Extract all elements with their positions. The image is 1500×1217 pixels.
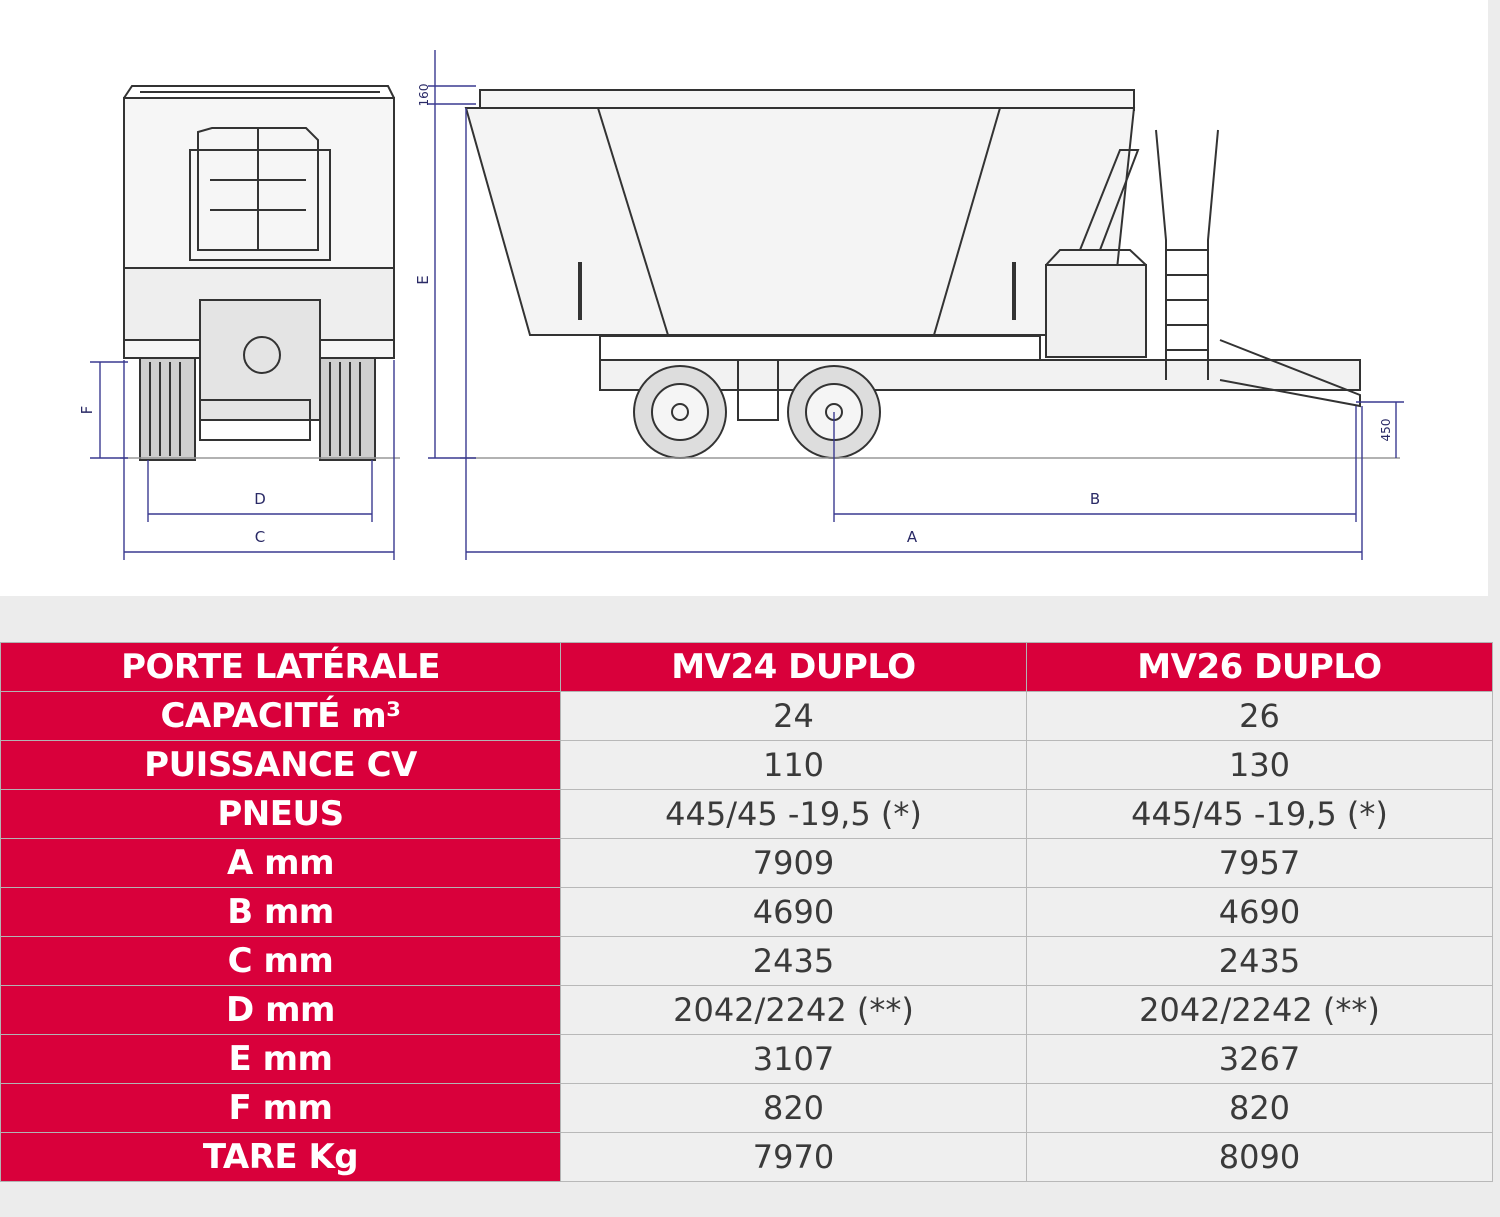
- header-mv24-duplo: MV24 DUPLO: [561, 643, 1027, 692]
- dim-label-a: A: [906, 528, 918, 546]
- cell-mv26: 8090: [1027, 1133, 1493, 1182]
- cell-mv26: 130: [1027, 741, 1493, 790]
- table-row: [1, 790, 1493, 839]
- header-mv26-duplo: MV26 DUPLO: [1027, 643, 1493, 692]
- row-label: E mm: [1, 1035, 561, 1084]
- dim-label-160: 160: [417, 83, 431, 107]
- table-row: [1, 1133, 1493, 1182]
- row-label: PUISSANCE CV: [1, 741, 561, 790]
- table-row: [1, 741, 1493, 790]
- cell-mv26: 4690: [1027, 888, 1493, 937]
- spec-table: [0, 642, 1493, 1182]
- cell-mv24: 820: [561, 1084, 1027, 1133]
- cell-mv24: 2042/2242 (**): [561, 986, 1027, 1035]
- technical-drawing: [0, 0, 1488, 596]
- cell-mv24: 445/45 -19,5 (*): [561, 790, 1027, 839]
- dim-label-450: 450: [1379, 418, 1393, 442]
- table-row: [1, 937, 1493, 986]
- dim-label-e: E: [414, 275, 432, 285]
- table-row: [1, 1084, 1493, 1133]
- row-label: TARE Kg: [1, 1133, 561, 1182]
- front-view: [124, 86, 394, 460]
- cell-mv26: 3267: [1027, 1035, 1493, 1084]
- dim-label-d: D: [254, 490, 266, 508]
- row-label: D mm: [1, 986, 561, 1035]
- table-row: [1, 888, 1493, 937]
- cell-mv24: 4690: [561, 888, 1027, 937]
- side-view: [466, 90, 1360, 458]
- mixer-wagon-drawing: [0, 0, 1488, 596]
- cell-mv24: 24: [561, 692, 1027, 741]
- table-row: [1, 692, 1493, 741]
- row-label: CAPACITÉ m³: [1, 692, 561, 741]
- dim-label-b: B: [1089, 490, 1101, 508]
- table-row: [1, 986, 1493, 1035]
- cell-mv24: 110: [561, 741, 1027, 790]
- row-label: A mm: [1, 839, 561, 888]
- dim-label-f: F: [78, 405, 96, 415]
- cell-mv26: 2042/2242 (**): [1027, 986, 1493, 1035]
- cell-mv24: 7970: [561, 1133, 1027, 1182]
- table-row: [1, 1035, 1493, 1084]
- cell-mv26: 2435: [1027, 937, 1493, 986]
- row-label: B mm: [1, 888, 561, 937]
- header-porte-laterale: PORTE LATÉRALE: [1, 643, 561, 692]
- dim-label-c: C: [254, 528, 266, 546]
- cell-mv24: 7909: [561, 839, 1027, 888]
- row-label: PNEUS: [1, 790, 561, 839]
- cell-mv26: 820: [1027, 1084, 1493, 1133]
- row-label: C mm: [1, 937, 561, 986]
- table-row: [1, 839, 1493, 888]
- cell-mv26: 445/45 -19,5 (*): [1027, 790, 1493, 839]
- table-header-row: [1, 643, 1493, 692]
- cell-mv24: 2435: [561, 937, 1027, 986]
- cell-mv26: 7957: [1027, 839, 1493, 888]
- cell-mv24: 3107: [561, 1035, 1027, 1084]
- row-label: F mm: [1, 1084, 561, 1133]
- cell-mv26: 26: [1027, 692, 1493, 741]
